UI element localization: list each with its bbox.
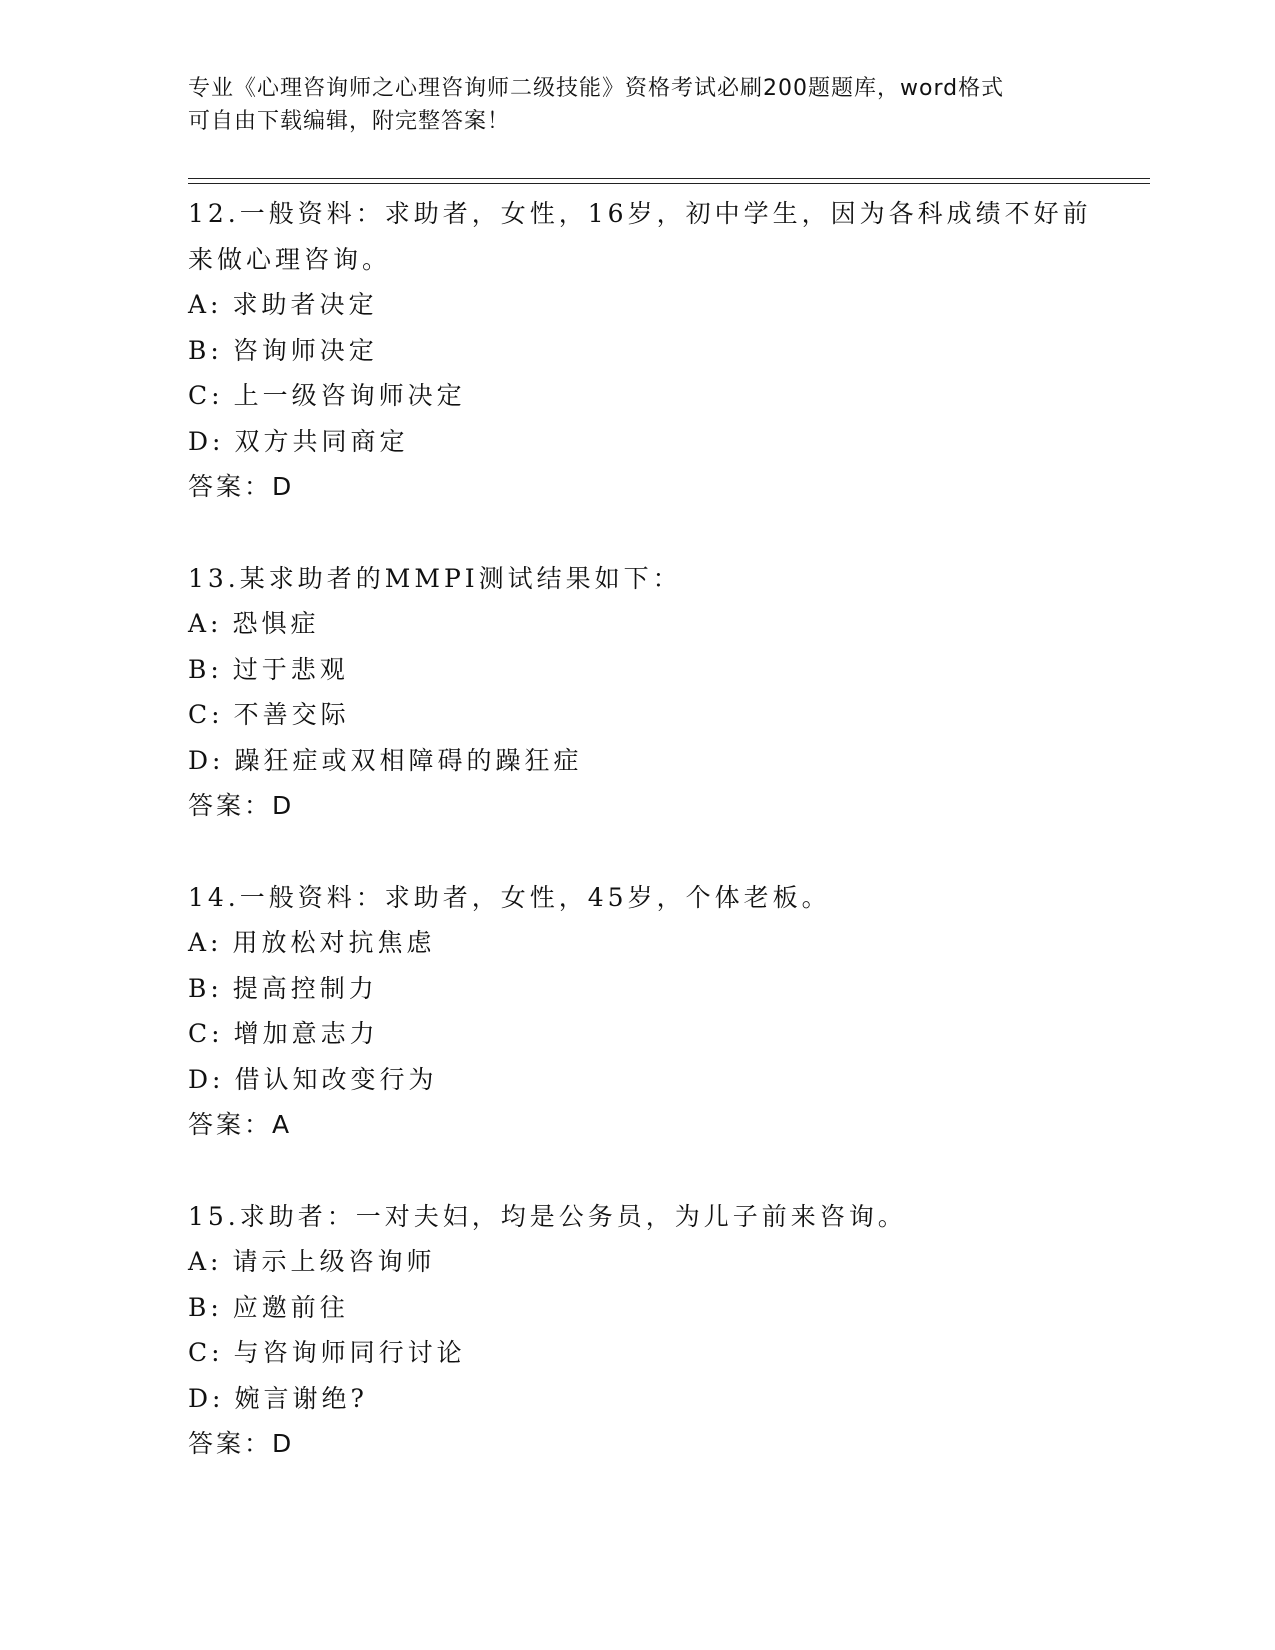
option-d — [188, 1057, 1088, 1103]
option-d — [188, 419, 1088, 465]
question-stem-line: 14.一般资料：求助者，女性，45岁，个体老板。 — [188, 882, 831, 912]
question-13 — [188, 556, 1088, 829]
answer-line: 答案：D — [188, 791, 295, 820]
option-letter: A: — [188, 290, 223, 319]
header-divider-top — [188, 178, 1150, 179]
option-c — [188, 1330, 1088, 1376]
document-header — [188, 72, 1068, 138]
option-letter: B: — [188, 1292, 223, 1322]
option-letter: A: — [188, 1247, 223, 1276]
answer-line: 答案：A — [188, 1110, 293, 1139]
option-text: 恐惧症 — [232, 609, 320, 638]
option-a — [188, 1239, 1088, 1285]
option-text: 借认知改变行为 — [234, 1064, 438, 1094]
option-text: 提高控制力 — [232, 973, 378, 1003]
answer-line: 答案：D — [188, 1429, 295, 1458]
option-b — [188, 647, 1088, 693]
question-15 — [188, 1194, 1088, 1467]
question-stem-line: 12.一般资料：求助者，女性，16岁，初中学生，因为各科成绩不好前 — [188, 199, 1092, 228]
option-letter: A: — [188, 609, 223, 638]
option-b — [188, 1285, 1088, 1331]
option-text: 双方共同商定 — [234, 426, 409, 456]
option-letter: B: — [188, 973, 223, 1003]
question-stem-line: 15.求助者：一对夫妇，均是公务员，为儿子前来咨询。 — [188, 1201, 907, 1231]
option-text: 与咨询师同行讨论 — [233, 1338, 466, 1367]
option-text: 请示上级咨询师 — [232, 1247, 436, 1276]
option-text: 上一级咨询师决定 — [233, 381, 466, 410]
option-letter: A: — [188, 928, 223, 957]
option-letter: D: — [188, 1383, 225, 1413]
option-c — [188, 1011, 1088, 1057]
header-line-2: 可自由下载编辑，附完整答案！ — [188, 109, 511, 134]
option-text: 婉言谢绝? — [234, 1383, 368, 1413]
option-text: 过于悲观 — [232, 654, 349, 684]
question-12 — [188, 191, 1092, 510]
option-letter: B: — [188, 654, 223, 684]
option-letter: C: — [188, 1338, 224, 1367]
question-stem-line: 来做心理咨询。 — [188, 244, 392, 274]
option-c — [188, 373, 1088, 419]
question-stem-line: 13.某求助者的MMPI测试结果如下： — [188, 563, 682, 593]
answer-line: 答案：D — [188, 472, 295, 501]
option-a — [188, 920, 1088, 966]
option-c — [188, 692, 1088, 738]
option-a — [188, 282, 1088, 328]
option-text: 不善交际 — [233, 700, 350, 729]
option-text: 躁狂症或双相障碍的躁狂症 — [234, 745, 583, 775]
option-letter: B: — [188, 335, 223, 365]
option-text: 咨询师决定 — [232, 335, 378, 365]
option-letter: D: — [188, 745, 225, 775]
question-14 — [188, 875, 1088, 1148]
option-text: 增加意志力 — [233, 1019, 379, 1048]
option-letter: C: — [188, 1019, 224, 1048]
option-a — [188, 601, 1088, 647]
header-line-1: 专业《心理咨询师之心理咨询师二级技能》资格考试必刷200题题库，word格式 — [188, 76, 1005, 101]
option-letter: C: — [188, 381, 224, 410]
option-letter: D: — [188, 1064, 225, 1094]
option-letter: C: — [188, 700, 224, 729]
option-text: 求助者决定 — [232, 290, 378, 319]
option-d — [188, 1376, 1088, 1422]
header-divider-bottom — [188, 183, 1150, 184]
option-text: 应邀前往 — [232, 1292, 349, 1322]
question-list — [188, 191, 1092, 1513]
option-b — [188, 328, 1088, 374]
option-b — [188, 966, 1088, 1012]
option-letter: D: — [188, 426, 225, 456]
option-d — [188, 738, 1088, 784]
option-text: 用放松对抗焦虑 — [232, 928, 436, 957]
